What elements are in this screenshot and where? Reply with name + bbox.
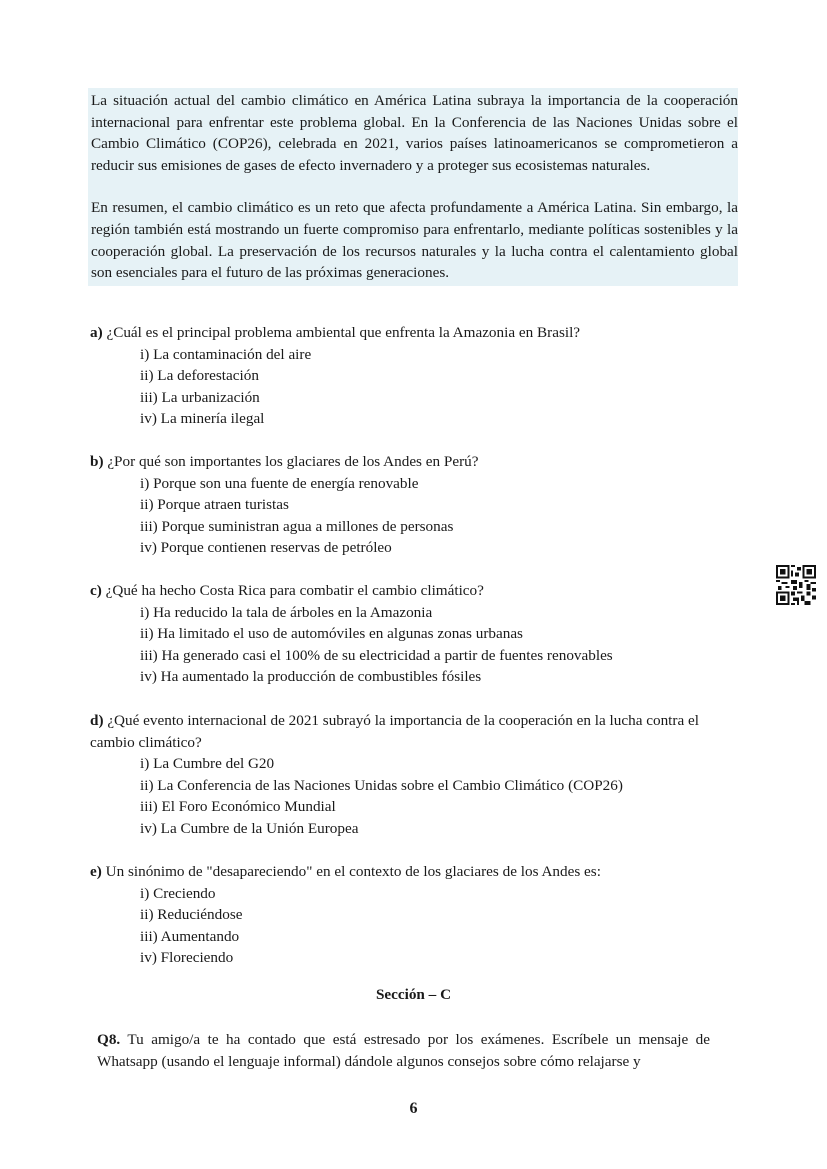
option-ii: ii) La Conferencia de las Naciones Unidas sobre el Cambio Climático (COP26) [140,776,623,794]
option-iii: iii) Aumentando [140,927,240,945]
question-label: b) [90,453,104,470]
question-label: a) [90,324,103,341]
question-stem [90,451,740,473]
option-ii: ii) Ha limitado el uso de automóviles en algunas zonas urbanas [140,625,523,643]
question-text: Un sinónimo de "desapareciendo" en el contexto de los glaciares de los Andes es: [105,863,601,880]
option-iv: iv) La minería ilegal [140,410,265,428]
option-i: i) Creciendo [140,884,216,902]
option-iii: iii) Ha generado casi el 100% de su electricidad a partir de fuentes renovables [140,646,613,664]
question-stem [90,580,740,602]
question-text: Tu amigo/a te ha contado que está estresado por los exámenes. Escríbele un mensaje de Whatsapp (usando el lenguaje informal) dándole algunos consejos sobre cómo relajarse y [97,1031,710,1070]
question-q8 [97,1029,710,1073]
question-text: ¿Qué evento internacional de 2021 subrayó la importancia de la cooperación en la lucha contra el cambio climático? [90,712,699,751]
option-ii: ii) Porque atraen turistas [140,496,289,514]
option-iii: iii) La urbanización [140,388,260,406]
option-iii: iii) El Foro Económico Mundial [140,798,336,816]
question-b [90,451,740,559]
option-iv: iv) Floreciendo [140,949,234,967]
option-iv: iv) La Cumbre de la Unión Europea [140,819,359,837]
question-stem [90,710,740,753]
option-i: i) Ha reducido la tala de árboles en la Amazonia [140,603,433,621]
passage-paragraph-1: La situación actual del cambio climático en América Latina subraya la importancia de la cooperación internacional para enfrentar este problema global. En la Conferencia de las Naciones Unidas sobre el Cambio Climático (COP26), celebrada en 2021, varios países latinoamericanos se comprometieron a reducir sus emisiones de gases de efecto invernadero y a proteger sus ecosistemas naturales. [91,92,738,174]
option-ii: ii) La deforestación [140,367,259,385]
question-label: c) [90,582,102,599]
option-ii: ii) Reduciéndose [140,906,243,924]
section-title: Sección – C [375,986,452,1003]
option-i: i) La Cumbre del G20 [140,755,275,773]
question-label: d) [90,712,104,729]
question-label: Q8. [97,1031,121,1048]
option-i: i) Porque son una fuente de energía renovable [140,474,419,492]
question-stem [90,861,740,883]
question-text: ¿Por qué son importantes los glaciares de los Andes en Perú? [107,453,479,470]
passage-paragraph-2: En resumen, el cambio climático es un reto que afecta profundamente a América Latina. Sin embargo, la región también está mostrando un fuerte compromiso para enfrentarlo, mediante políticas sostenibles y la cooperación global. La preservación de los recursos naturales y la lucha contra el calentamiento global son esenciales para el futuro de las próximas generaciones. [91,199,738,282]
option-iv: iv) Ha aumentado la producción de combustibles fósiles [140,668,482,686]
page-number: 6 [409,1100,418,1117]
option-iii: iii) Porque suministran agua a millones de personas [140,517,454,535]
question-c [90,580,740,688]
reading-passage [88,88,738,286]
question-e [90,861,740,969]
question-a [90,322,740,430]
question-label: e) [90,863,102,880]
question-stem [90,322,740,344]
question-d [90,710,740,840]
qr-code-icon [776,565,816,605]
question-text: ¿Cuál es el principal problema ambiental que enfrenta la Amazonia en Brasil? [106,324,581,341]
question-text: ¿Qué ha hecho Costa Rica para combatir el cambio climático? [105,582,484,599]
option-i: i) La contaminación del aire [140,345,312,363]
option-iv: iv) Porque contienen reservas de petróleo [140,539,392,557]
